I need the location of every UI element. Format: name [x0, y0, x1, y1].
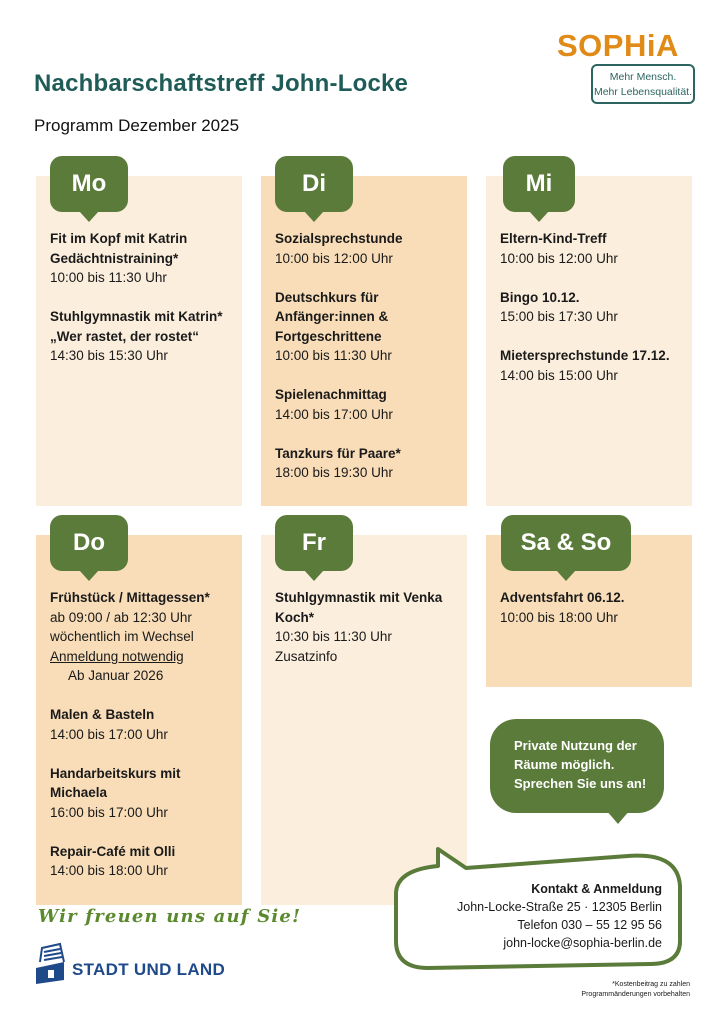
event-title: Adventsfahrt 06.12. — [500, 590, 625, 605]
contact-block — [400, 880, 662, 952]
event-detail: 15:00 bis 17:30 Uhr — [500, 309, 618, 324]
partner-name: STADT UND LAND — [72, 960, 226, 979]
sophia-slogan-box — [591, 64, 695, 104]
event-title: Tanzkurs für Paare* — [275, 445, 401, 461]
event-list — [50, 588, 232, 900]
event-title: Stuhlgymnastik mit Katrin* „Wer rastet, der rostet“ — [50, 309, 223, 344]
event-item — [50, 229, 232, 288]
start-date-note: Ab Januar 2026 — [68, 668, 164, 683]
day-label: Fr — [275, 515, 353, 571]
event-detail: 14:00 bis 15:00 Uhr — [500, 367, 618, 383]
day-label: Di — [275, 156, 353, 212]
day-card-mo — [36, 176, 242, 506]
event-list — [275, 229, 457, 502]
event-detail: 14:00 bis 17:00 Uhr — [50, 726, 168, 742]
welcome-slogan: Wir freuen uns auf Sie! — [38, 906, 302, 927]
event-detail: 10:00 bis 11:30 Uhr — [50, 270, 167, 285]
event-detail: 10:30 bis 11:30 Uhr — [275, 629, 392, 644]
day-card-di — [261, 176, 467, 506]
event-title: Mietersprechstunde 17.12. — [500, 348, 670, 363]
contact-email[interactable]: john-locke@sophia-berlin.de — [503, 936, 662, 950]
event-item — [500, 346, 682, 385]
day-label: Mi — [503, 156, 575, 212]
event-title: Repair-Café mit Olli — [50, 843, 176, 859]
page-title: Nachbarschaftstreff John-Locke — [34, 70, 409, 97]
speech-bubble-icon — [606, 810, 630, 824]
event-list — [50, 229, 232, 385]
sophia-logo: SOPHiA — [557, 28, 679, 63]
event-title: Spielenachmittag — [275, 387, 387, 402]
event-detail: Zusatzinfo — [275, 648, 338, 664]
day-label: Sa & So — [501, 515, 631, 571]
event-item — [500, 588, 682, 627]
event-title: Bingo 10.12. — [500, 289, 580, 305]
event-title: Malen & Basteln — [50, 707, 155, 722]
day-label: Mo — [50, 156, 128, 212]
footnote-changes: Programmänderungen vorbehalten — [581, 991, 690, 998]
event-detail: wöchentlich im Wechsel — [50, 629, 194, 644]
footnote — [520, 980, 690, 1000]
event-detail: 10:00 bis 11:30 Uhr — [275, 348, 392, 363]
event-detail: 14:00 bis 18:00 Uhr — [50, 863, 168, 878]
private-use-bubble: Private Nutzung der Räume möglich. Sprechen Sie uns an! — [490, 719, 664, 813]
event-item — [275, 229, 457, 268]
event-item — [275, 385, 457, 424]
event-list — [275, 588, 457, 686]
page-subtitle: Programm Dezember 2025 — [34, 116, 240, 135]
event-item — [50, 307, 232, 366]
event-item — [275, 288, 457, 366]
event-item — [50, 588, 232, 686]
event-detail: 18:00 bis 19:30 Uhr — [275, 465, 393, 480]
event-item — [50, 842, 232, 881]
event-detail: 10:00 bis 12:00 Uhr — [500, 250, 618, 266]
contact-title: Kontakt & Anmeldung — [531, 882, 662, 896]
event-title: Handarbeitskurs mit Michaela — [50, 765, 181, 800]
registration-note: Anmeldung notwendig — [50, 648, 184, 664]
day-card-do — [36, 535, 242, 905]
day-card-mi — [486, 176, 692, 506]
event-item — [50, 764, 232, 823]
contact-address: John-Locke-Straße 25 · 12305 Berlin — [457, 900, 662, 914]
event-detail: 14:30 bis 15:30 Uhr — [50, 348, 168, 363]
event-title: Deutschkurs für Anfänger:innen & Fortgeschrittene — [275, 289, 389, 344]
event-item — [275, 444, 457, 483]
event-item — [500, 288, 682, 327]
event-item — [50, 705, 232, 744]
event-detail: 10:00 bis 12:00 Uhr — [275, 250, 393, 266]
event-detail: 16:00 bis 17:00 Uhr — [50, 804, 168, 820]
slogan-line-2: Mehr Lebensqualität. — [593, 86, 693, 98]
day-label: Do — [50, 515, 128, 571]
event-title: Stuhlgymnastik mit Venka Koch* — [275, 590, 443, 625]
event-detail: ab 09:00 / ab 12:30 Uhr — [50, 609, 192, 625]
event-list — [500, 229, 682, 405]
event-title: Frühstück / Mittagessen* — [50, 590, 210, 605]
event-title: Eltern-Kind-Treff — [500, 231, 607, 246]
event-detail: 10:00 bis 18:00 Uhr — [500, 609, 618, 625]
event-list — [500, 588, 682, 647]
footnote-cost: *Kostenbeitrag zu zahlen — [612, 981, 690, 988]
event-title: Sozialsprechstunde — [275, 231, 403, 246]
event-title: Fit im Kopf mit Katrin Gedächtnistraining* — [50, 231, 188, 266]
event-item — [275, 588, 457, 666]
slogan-line-1: Mehr Mensch. — [609, 71, 677, 83]
event-item — [500, 229, 682, 268]
contact-phone: Telefon 030 – 55 12 95 56 — [517, 918, 662, 932]
event-detail: 14:00 bis 17:00 Uhr — [275, 406, 393, 422]
